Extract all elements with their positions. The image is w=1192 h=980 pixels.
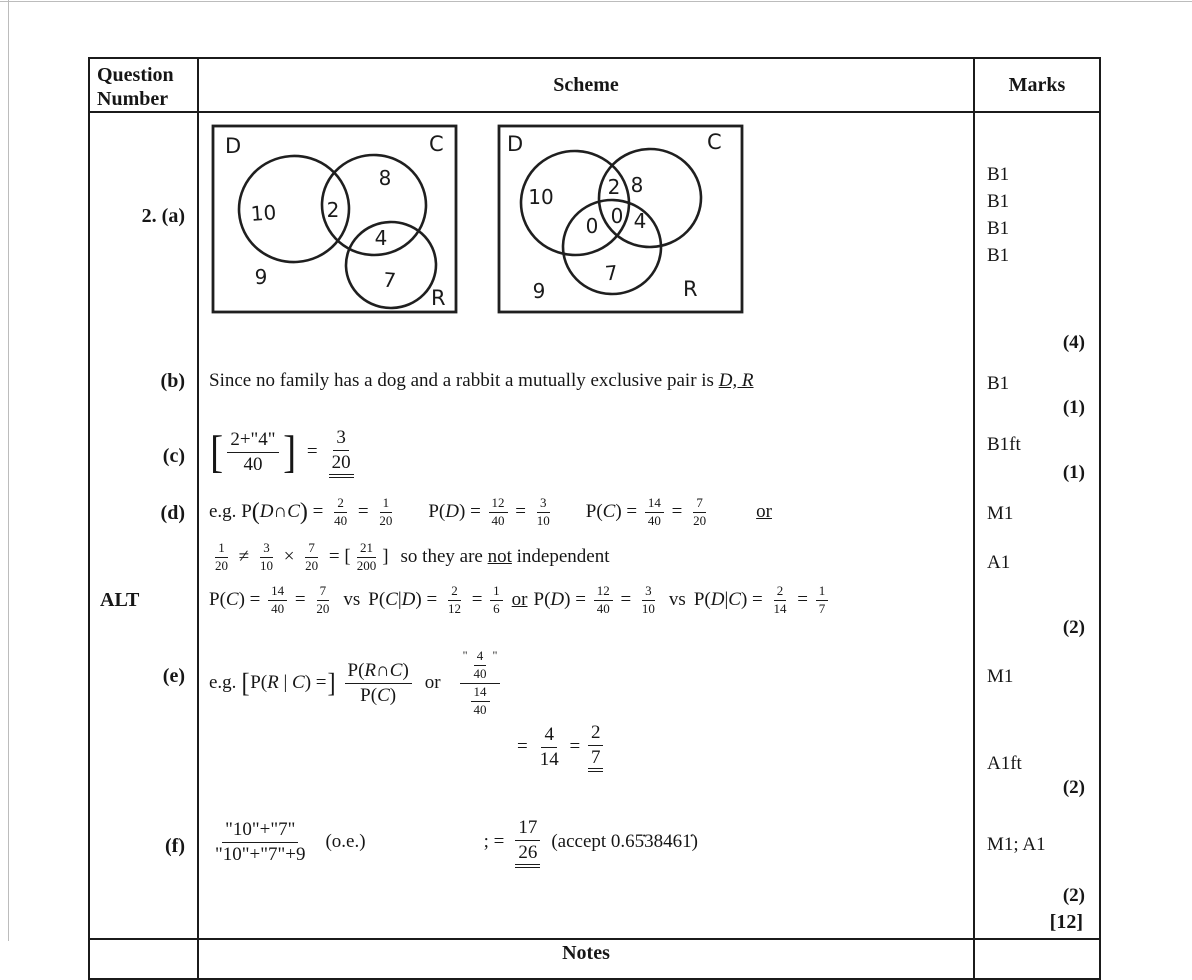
question-number-header-label: Question Number bbox=[97, 64, 174, 110]
marks-header-label: Marks bbox=[1008, 73, 1066, 96]
venn-diagrams bbox=[199, 113, 973, 317]
notes-scheme-cell bbox=[199, 940, 975, 978]
section-2f bbox=[90, 803, 1099, 938]
marks-header bbox=[975, 59, 1099, 111]
notes-title: Notes bbox=[562, 942, 610, 964]
notes-question-cell bbox=[90, 940, 199, 978]
scheme-cell-e bbox=[199, 643, 975, 803]
mark-count-a: (4) bbox=[1062, 332, 1085, 353]
mark-item: B1 bbox=[987, 218, 1010, 239]
marks-cell-e bbox=[975, 643, 1099, 803]
scheme-cell-b bbox=[199, 358, 975, 423]
venn2-set-label-r: R bbox=[683, 277, 698, 301]
mutually-exclusive-pair: D, R bbox=[718, 370, 754, 391]
venn1-value-d-and-c: 2 bbox=[326, 198, 340, 222]
question-label-cell-e bbox=[90, 643, 199, 803]
notes-section bbox=[90, 938, 1099, 978]
marks-cell-f bbox=[975, 803, 1099, 938]
mark-scheme-table bbox=[88, 57, 1101, 980]
venn1-value-c-and-r: 4 bbox=[374, 226, 388, 250]
scheme-math-f: $\frac{"10"+"7"}{"10"+"7"+9}$ (o.e.) ; = $\frac{17}{26}$ (accept 0.65̇38461̇) bbox=[199, 817, 973, 868]
mark-item: M1 bbox=[987, 503, 1014, 524]
scheme-math-d2: $\frac{1}{20}$ ≠ $\frac{3}{10}$ × $\frac{7}{20}$ = [ $\frac{21}{200}$ ] so they are not independent bbox=[215, 539, 610, 573]
scheme-cell-c bbox=[199, 423, 975, 488]
marks-cell-a bbox=[975, 113, 1099, 358]
page-edge-left bbox=[8, 0, 9, 941]
venn1-value-d-only: 10 bbox=[249, 200, 278, 226]
scheme-cell-f bbox=[199, 803, 975, 938]
section-2a bbox=[90, 113, 1099, 358]
scheme-math-c: [ $\frac{2+"4"}{40}$ ] = $\frac{3}{20}$ bbox=[199, 427, 973, 478]
scheme-statement-b bbox=[199, 358, 973, 392]
mark-count-b: (1) bbox=[1062, 397, 1085, 418]
mark-item: B1 bbox=[987, 373, 1010, 394]
section-2b bbox=[90, 358, 1099, 423]
mark-item: M1; A1 bbox=[987, 834, 1046, 855]
mark-item: B1 bbox=[987, 191, 1010, 212]
venn2-value-center: 0 bbox=[610, 204, 624, 228]
venn2-value-c-and-r: 4 bbox=[633, 209, 647, 233]
question-label-2d: (d) bbox=[160, 502, 185, 524]
mark-item: A1 bbox=[987, 552, 1011, 573]
question-label-cell-a bbox=[90, 113, 199, 358]
venn2-value-d-only: 10 bbox=[528, 185, 554, 209]
question-label-2c: (c) bbox=[162, 445, 185, 467]
mark-item: A1ft bbox=[987, 753, 1022, 774]
notes-marks-cell bbox=[975, 940, 1099, 978]
scheme-math-e2: = $\frac{4}{14}$ = $\frac{2}{7}$ bbox=[199, 722, 973, 773]
question-total-marks: [12] bbox=[1049, 911, 1083, 933]
venn2-value-outside: 9 bbox=[532, 279, 546, 303]
venn2-set-label-d: D bbox=[507, 132, 524, 156]
question-label-cell-c bbox=[90, 423, 199, 488]
venn1-value-c-only: 8 bbox=[378, 166, 392, 190]
venn2-value-c-only: 8 bbox=[630, 173, 644, 197]
mark-item: B1ft bbox=[987, 434, 1021, 455]
section-2d bbox=[90, 488, 1099, 643]
scheme-cell-d bbox=[199, 488, 975, 643]
mark-count-e: (2) bbox=[1062, 777, 1085, 798]
question-label-alt: ALT bbox=[100, 589, 140, 611]
marks-cell-c bbox=[975, 423, 1099, 488]
marks-cell-b bbox=[975, 358, 1099, 423]
scheme-header-label: Scheme bbox=[553, 73, 619, 96]
question-label-cell-d bbox=[90, 488, 199, 643]
question-label-2e: (e) bbox=[162, 665, 185, 687]
venn2-value-d-and-r: 0 bbox=[585, 214, 599, 238]
question-label-2f: (f) bbox=[165, 835, 185, 857]
venn2-value-d-and-c: 2 bbox=[607, 175, 621, 199]
venn1-value-outside: 9 bbox=[254, 265, 268, 289]
mark-item: B1 bbox=[987, 164, 1010, 185]
venn-diagram-left bbox=[209, 121, 461, 317]
venn1-circle-r bbox=[345, 220, 438, 309]
question-label-cell-b bbox=[90, 358, 199, 423]
mark-item: M1 bbox=[987, 666, 1014, 687]
venn1-set-label-d: D bbox=[225, 134, 242, 158]
scheme-math-d1: e.g. P ( D ∩ C ) = $\frac{2}{40}$ = $\frac{1}{20}$ P( D ) = $\frac{12}{40}$ = $\frac{3}{10}$ P( C ) = $\frac{14}{40}$ = $\frac{7}{20}$ or bbox=[209, 495, 772, 528]
marks-cell-d bbox=[975, 488, 1099, 643]
mark-item: B1 bbox=[987, 245, 1010, 266]
question-number-header bbox=[90, 59, 199, 111]
venn2-value-r-only: 7 bbox=[604, 260, 619, 286]
section-2c bbox=[90, 423, 1099, 488]
question-label-2b: (b) bbox=[160, 370, 185, 392]
section-2e bbox=[90, 643, 1099, 803]
mark-count-d: (2) bbox=[1062, 617, 1085, 638]
scheme-math-d-alt: P( C ) = $\frac{14}{40}$ = $\frac{7}{20}$ vs P( C | D ) = $\frac{2}{12}$ = $\frac{1}{6}$ or P( D ) = $\frac{12}{40}$ = $\frac{3}{10}$ vs P( D | C ) = $\frac{2}{14}$ = $\frac{1}{7}$ bbox=[199, 584, 973, 617]
page-edge-top bbox=[0, 1, 1192, 2]
mark-count-f: (2) bbox=[1062, 885, 1085, 906]
venn1-value-r-only: 7 bbox=[382, 267, 397, 293]
venn-diagram-right bbox=[495, 121, 747, 317]
statement-text: Since no family has a dog and a rabbit a mutually exclusive pair is bbox=[209, 370, 719, 391]
scheme-math-e1: e.g. [ P( R | C ) = ] P( R ∩ C ) P( C ) or " $\frac{4}{40}$ " $\frac{14}{40}$ bbox=[199, 649, 973, 718]
venn1-set-label-c: C bbox=[429, 132, 444, 156]
scheme-cell-a bbox=[199, 113, 975, 358]
scheme-header bbox=[199, 59, 975, 111]
question-label-2a: 2. (a) bbox=[141, 205, 185, 227]
venn2-set-label-c: C bbox=[707, 130, 722, 154]
table-header-row bbox=[90, 59, 1099, 113]
mark-count-c: (1) bbox=[1062, 462, 1085, 483]
venn1-set-label-r: R bbox=[431, 286, 446, 310]
question-label-cell-f bbox=[90, 803, 199, 938]
